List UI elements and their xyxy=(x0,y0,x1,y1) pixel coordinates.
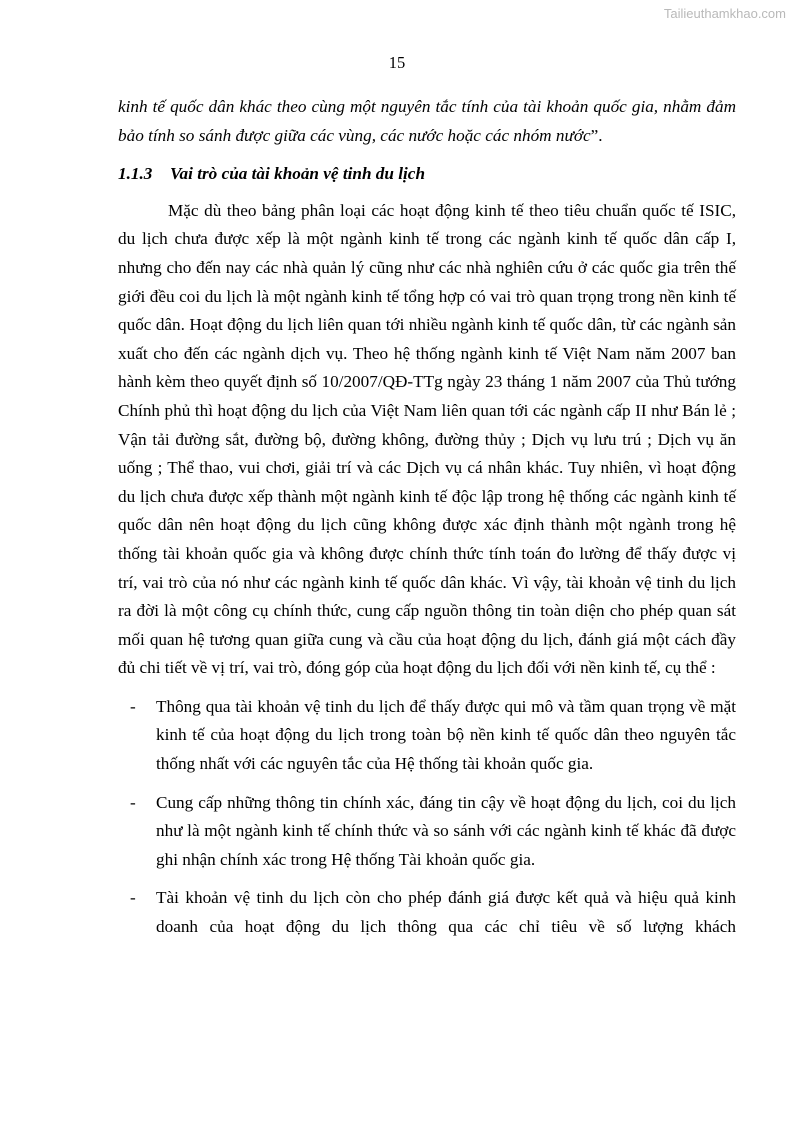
bullet-list xyxy=(118,693,736,942)
body-paragraph: Mặc dù theo bảng phân loại các hoạt động kinh tế theo tiêu chuẩn quốc tế ISIC, du lịch chưa được xếp là một ngành kinh tế trong các ngành kinh tế quốc dân cấp I, nhưng cho đến nay các nhà quản lý cũng như các nhà nghiên cứu ở các quốc gia trên thế giới đều coi du lịch là một ngành kinh tế tổng hợp có vai trò quan trọng trong nền kinh tế quốc dân. Hoạt động du lịch liên quan tới nhiều ngành kinh tế quốc dân, từ các ngành sản xuất cho đến các ngành dịch vụ. Theo hệ thống ngành kinh tế Việt Nam năm 2007 ban hành kèm theo quyết định số 10/2007/QĐ-TTg ngày 23 tháng 1 năm 2007 của Thủ tướng Chính phủ thì hoạt động du lịch của Việt Nam liên quan tới các ngành cấp II như Bán lẻ ; Vận tải đường sắt, đường bộ, đường không, đường thủy ; Dịch vụ lưu trú ; Dịch vụ ăn uống ; Thể thao, vui chơi, giải trí và các Dịch vụ cá nhân khác. Tuy nhiên, vì hoạt động du lịch chưa được xếp thành một ngành kinh tế độc lập trong hệ thống các ngành kinh tế quốc dân nên hoạt động du lịch cũng không được xác định thành một ngành trong hệ thống tài khoản quốc gia và không được chính thức tính toán đo lường để thấy được vị trí, vai trò của nó như các ngành kinh tế quốc dân khác. Vì vậy, tài khoản vệ tinh du lịch ra đời là một công cụ chính thức, cung cấp nguồn thông tin toàn diện cho phép quan sát mối quan hệ tương quan giữa cung và cầu của hoạt động du lịch, đánh giá một cách đầy đủ chi tiết về vị trí, vai trò, đóng góp của hoạt động du lịch đối với nền kinh tế, cụ thể : xyxy=(118,200,736,678)
list-item xyxy=(118,884,736,941)
section-heading xyxy=(118,160,736,189)
page-content xyxy=(118,93,736,942)
bullet-marker: - xyxy=(130,696,136,716)
bullet-text: Tài khoản vệ tinh du lịch còn cho phép đánh giá được kết quả và hiệu quả kinh doanh của hoạt động du lịch thông qua các chỉ tiêu về số lượng khách xyxy=(156,888,736,937)
section-number: 1.1.3 xyxy=(118,164,153,184)
quote-continuation-text: kinh tế quốc dân khác theo cùng một nguyên tắc tính của tài khoản quốc gia, nhằm đảm bảo tính so sánh được giữa các vùng, các nước hoặc các nhóm nước xyxy=(118,97,736,145)
page-number: 15 xyxy=(388,53,406,72)
list-item xyxy=(118,789,736,875)
section-title: Vai trò của tài khoản vệ tinh du lịch xyxy=(170,164,425,184)
bullet-text: Cung cấp những thông tin chính xác, đáng tin cậy về hoạt động du lịch, coi du lịch như là một ngành kinh tế chính thức và so sánh với các ngành kinh tế khác đã được ghi nhận chính xác trong Hệ thống Tài khoản quốc gia. xyxy=(156,792,736,869)
bullet-marker: - xyxy=(130,888,136,908)
bullet-marker: - xyxy=(130,792,136,812)
bullet-text: Thông qua tài khoản vệ tinh du lịch để thấy được qui mô và tầm quan trọng về mặt kinh tế của hoạt động du lịch trong toàn bộ nền kinh tế quốc dân theo nguyên tắc thống nhất với các nguyên tắc của Hệ thống tài khoản quốc gia. xyxy=(156,696,736,774)
quote-continuation xyxy=(118,93,736,150)
list-item xyxy=(118,693,736,779)
quote-close: ”. xyxy=(590,125,603,145)
watermark: Tailieuthamkhao.com xyxy=(663,6,786,21)
